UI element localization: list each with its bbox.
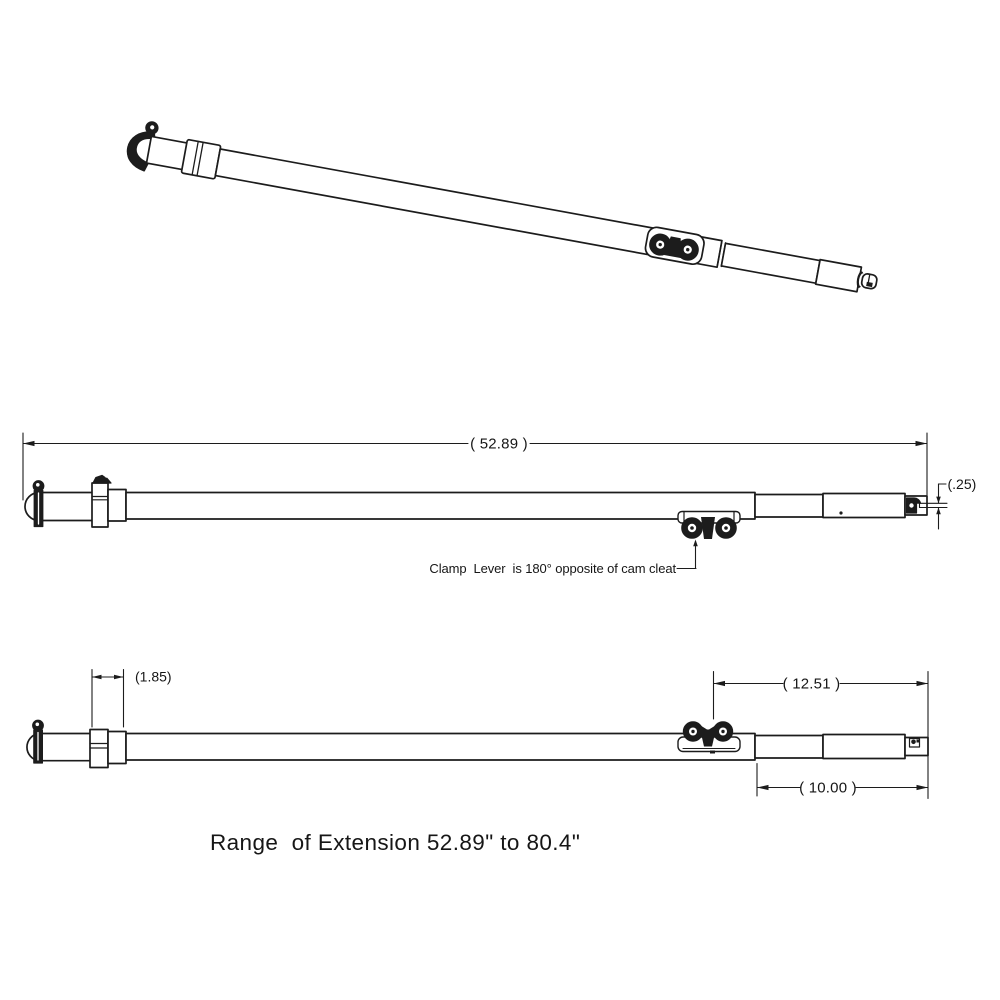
side-view-rotated [27, 669, 928, 799]
inner-tube [721, 243, 820, 283]
dimension-label-collar: (1.85) [135, 668, 172, 685]
cam-cleat [678, 512, 740, 540]
tip-hook-hole [909, 503, 913, 507]
collar-sleeve [108, 490, 126, 522]
rivet [839, 511, 842, 514]
arrowhead [714, 681, 726, 686]
cam-cleat-wheel-pin [724, 526, 728, 530]
dimension-label-upper: ( 12.51 ) [782, 675, 841, 693]
arrowhead [936, 508, 941, 515]
inner-tube [755, 736, 823, 759]
tube-sleeve [823, 494, 905, 518]
inner-tube [755, 495, 823, 518]
outer-tube [126, 734, 755, 761]
arrowhead [916, 441, 928, 446]
cam-cleat-wheel-pin [690, 526, 694, 530]
cam-cleat-wheel-pin [691, 730, 694, 733]
isometric-view [124, 119, 881, 304]
tip-hook [911, 740, 916, 745]
side-view-extended [23, 433, 976, 576]
cam-cleat [644, 226, 705, 266]
dimension-label-lower: ( 10.00 ) [799, 779, 857, 797]
arrowhead [757, 785, 769, 790]
cam-cleat [678, 722, 740, 754]
clamp-note-leader [677, 540, 698, 569]
cam-cleat-wheel-pin [721, 730, 724, 733]
latch-pin-ball-hole [36, 723, 40, 727]
dimension-tip-slot [936, 476, 976, 529]
latch-pin-ball-hole [36, 483, 40, 487]
collar-sleeve [108, 732, 126, 764]
arrowhead [23, 441, 35, 446]
cam-cleat-wedge [701, 517, 715, 539]
dimension-label-tip-slot: (.25) [947, 476, 977, 492]
tip-hook-jaw [917, 740, 920, 743]
cam-cleat-nub [710, 751, 715, 754]
dimension-lower-extension [757, 764, 928, 797]
arrowhead [114, 675, 124, 679]
clamp-collar [92, 483, 108, 527]
dimension-label-overall: ( 52.89 ) [470, 435, 528, 453]
clamp-lever [93, 475, 111, 483]
dimension-collar [92, 669, 172, 728]
clamp-note: Clamp Lever is 180° opposite of cam cleat [429, 561, 676, 576]
tube-sleeve [823, 735, 905, 759]
arrowhead [693, 540, 698, 547]
arrowhead [917, 681, 929, 686]
outer-tube [126, 493, 755, 520]
tube-sleeve [816, 260, 862, 292]
range-note: Range of Extension 52.89" to 80.4" [210, 830, 581, 855]
arrowhead [917, 785, 929, 790]
clamp-collar [181, 139, 221, 179]
arrowhead [92, 675, 102, 679]
dimension-overall [23, 433, 927, 500]
arrowhead [936, 497, 941, 504]
